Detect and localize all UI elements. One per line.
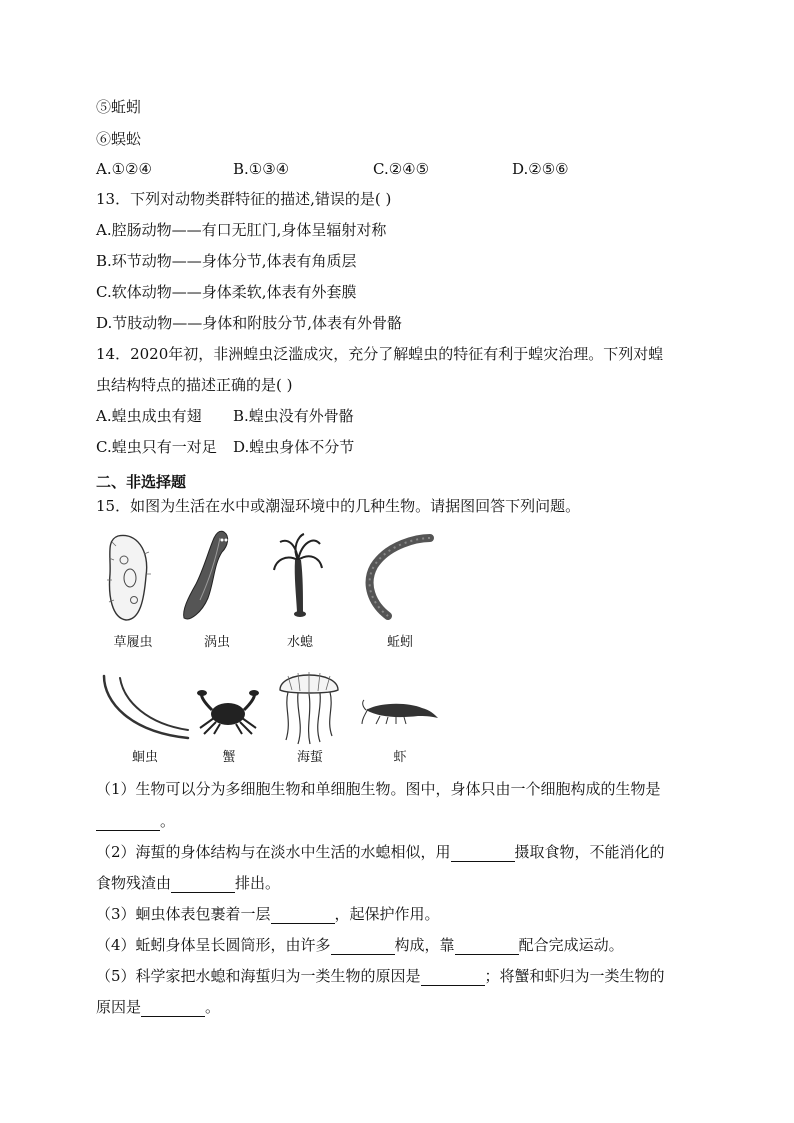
answer-blank-4[interactable] bbox=[271, 908, 335, 924]
q14-stem-line1: 14．2020年初，非洲蝗虫泛滥成灾，充分了解蝗虫的特征有利于蝗灾治理。下列对蝗 bbox=[96, 345, 664, 363]
section-title: 二、非选择题 bbox=[96, 473, 187, 491]
option-item-6: ⑥蜈蚣 bbox=[96, 130, 142, 148]
q15-sub1-line1: （1）生物可以分为多细胞生物和单细胞生物。图中，身体只由一个细胞构成的生物是 bbox=[96, 780, 661, 798]
q15-sub4-text-b: 构成，靠 bbox=[394, 936, 455, 954]
q15-sub3-text-a: （3）蛔虫体表包裹着一层 bbox=[96, 905, 271, 923]
caption-jellyfish: 海蜇 bbox=[296, 750, 323, 765]
caption-shrimp: 虾 bbox=[393, 750, 407, 765]
paramecium-illustration bbox=[100, 530, 160, 625]
caption-hydra: 水螅 bbox=[286, 635, 313, 650]
q15-sub3 bbox=[96, 904, 440, 924]
q15-sub3-text-b: ，起保护作用。 bbox=[334, 905, 440, 923]
q15-sub5-text-c: 原因是 bbox=[96, 998, 142, 1016]
earthworm-illustration bbox=[358, 530, 438, 620]
answer-blank-5[interactable] bbox=[331, 939, 395, 955]
q14-stem-line2: 虫结构特点的描述正确的是( ) bbox=[96, 376, 293, 394]
q13-option-d: D.节肢动物——身体和附肢分节,体表有外骨骼 bbox=[96, 314, 403, 332]
roundworm-illustration bbox=[100, 672, 192, 742]
q14-option-d: D.蝗虫身体不分节 bbox=[233, 438, 355, 456]
q15-sub5-text-b: ；将蟹和虾归为一类生物的 bbox=[484, 967, 665, 985]
q15-sub2-text-b: 摄取食物，不能消化的 bbox=[514, 843, 665, 861]
q12-option-a: A.①②④ bbox=[96, 160, 152, 178]
hydra-illustration bbox=[268, 530, 328, 622]
q15-sub1-end: 。 bbox=[160, 812, 176, 830]
q15-sub5-line2 bbox=[96, 997, 220, 1017]
q12-option-d: D.②⑤⑥ bbox=[512, 160, 569, 178]
q13-stem: 13．下列对动物类群特征的描述,错误的是( ) bbox=[96, 190, 392, 208]
q12-option-c: C.②④⑤ bbox=[373, 160, 430, 178]
q15-sub2-line1 bbox=[96, 842, 665, 862]
q15-sub2-line2 bbox=[96, 873, 280, 893]
q15-stem: 15．如图为生活在水中或潮湿环境中的几种生物。请据图回答下列问题。 bbox=[96, 497, 581, 515]
caption-paramecium: 草履虫 bbox=[113, 635, 153, 650]
answer-blank-6[interactable] bbox=[455, 939, 519, 955]
q15-sub4-text-c: 配合完成运动。 bbox=[518, 936, 624, 954]
q13-option-a: A.腔肠动物——有口无肛门,身体呈辐射对称 bbox=[96, 221, 387, 239]
q15-sub5-line1 bbox=[96, 966, 665, 986]
shrimp-illustration bbox=[360, 696, 442, 726]
q15-sub4-text-a: （4）蚯蚓身体呈长圆筒形，由许多 bbox=[96, 936, 331, 954]
caption-crab: 蟹 bbox=[222, 750, 236, 765]
q13-option-c: C.软体动物——身体柔软,体表有外套膜 bbox=[96, 283, 357, 301]
q12-option-b: B.①③④ bbox=[233, 160, 290, 178]
q14-option-a: A.蝗虫成虫有翅 bbox=[96, 407, 202, 425]
q15-sub2-text-a: （2）海蜇的身体结构与在淡水中生活的水螅相似，用 bbox=[96, 843, 451, 861]
q15-sub1-line2 bbox=[96, 811, 175, 831]
answer-blank-8[interactable] bbox=[141, 1001, 205, 1017]
q14-option-c: C.蝗虫只有一对足 bbox=[96, 438, 217, 456]
option-item-5: ⑤蚯蚓 bbox=[96, 98, 142, 116]
crab-illustration bbox=[192, 688, 264, 736]
q15-sub4 bbox=[96, 935, 624, 955]
q15-sub5-text-a: （5）科学家把水螅和海蜇归为一类生物的原因是 bbox=[96, 967, 421, 985]
jellyfish-illustration bbox=[274, 664, 344, 746]
answer-blank-1[interactable] bbox=[96, 815, 160, 831]
q15-sub5-text-d: 。 bbox=[205, 998, 221, 1016]
caption-planarian: 涡虫 bbox=[203, 635, 230, 650]
planarian-illustration bbox=[180, 528, 238, 626]
q15-sub2-text-d: 排出。 bbox=[235, 874, 281, 892]
caption-earthworm: 蚯蚓 bbox=[386, 635, 413, 650]
q14-option-b: B.蝗虫没有外骨骼 bbox=[233, 407, 354, 425]
answer-blank-7[interactable] bbox=[421, 970, 485, 986]
q15-sub2-text-c: 食物残渣由 bbox=[96, 874, 172, 892]
answer-blank-3[interactable] bbox=[171, 877, 235, 893]
caption-roundworm: 蛔虫 bbox=[131, 750, 158, 765]
answer-blank-2[interactable] bbox=[451, 846, 515, 862]
q13-option-b: B.环节动物——身体分节,体表有角质层 bbox=[96, 252, 357, 270]
